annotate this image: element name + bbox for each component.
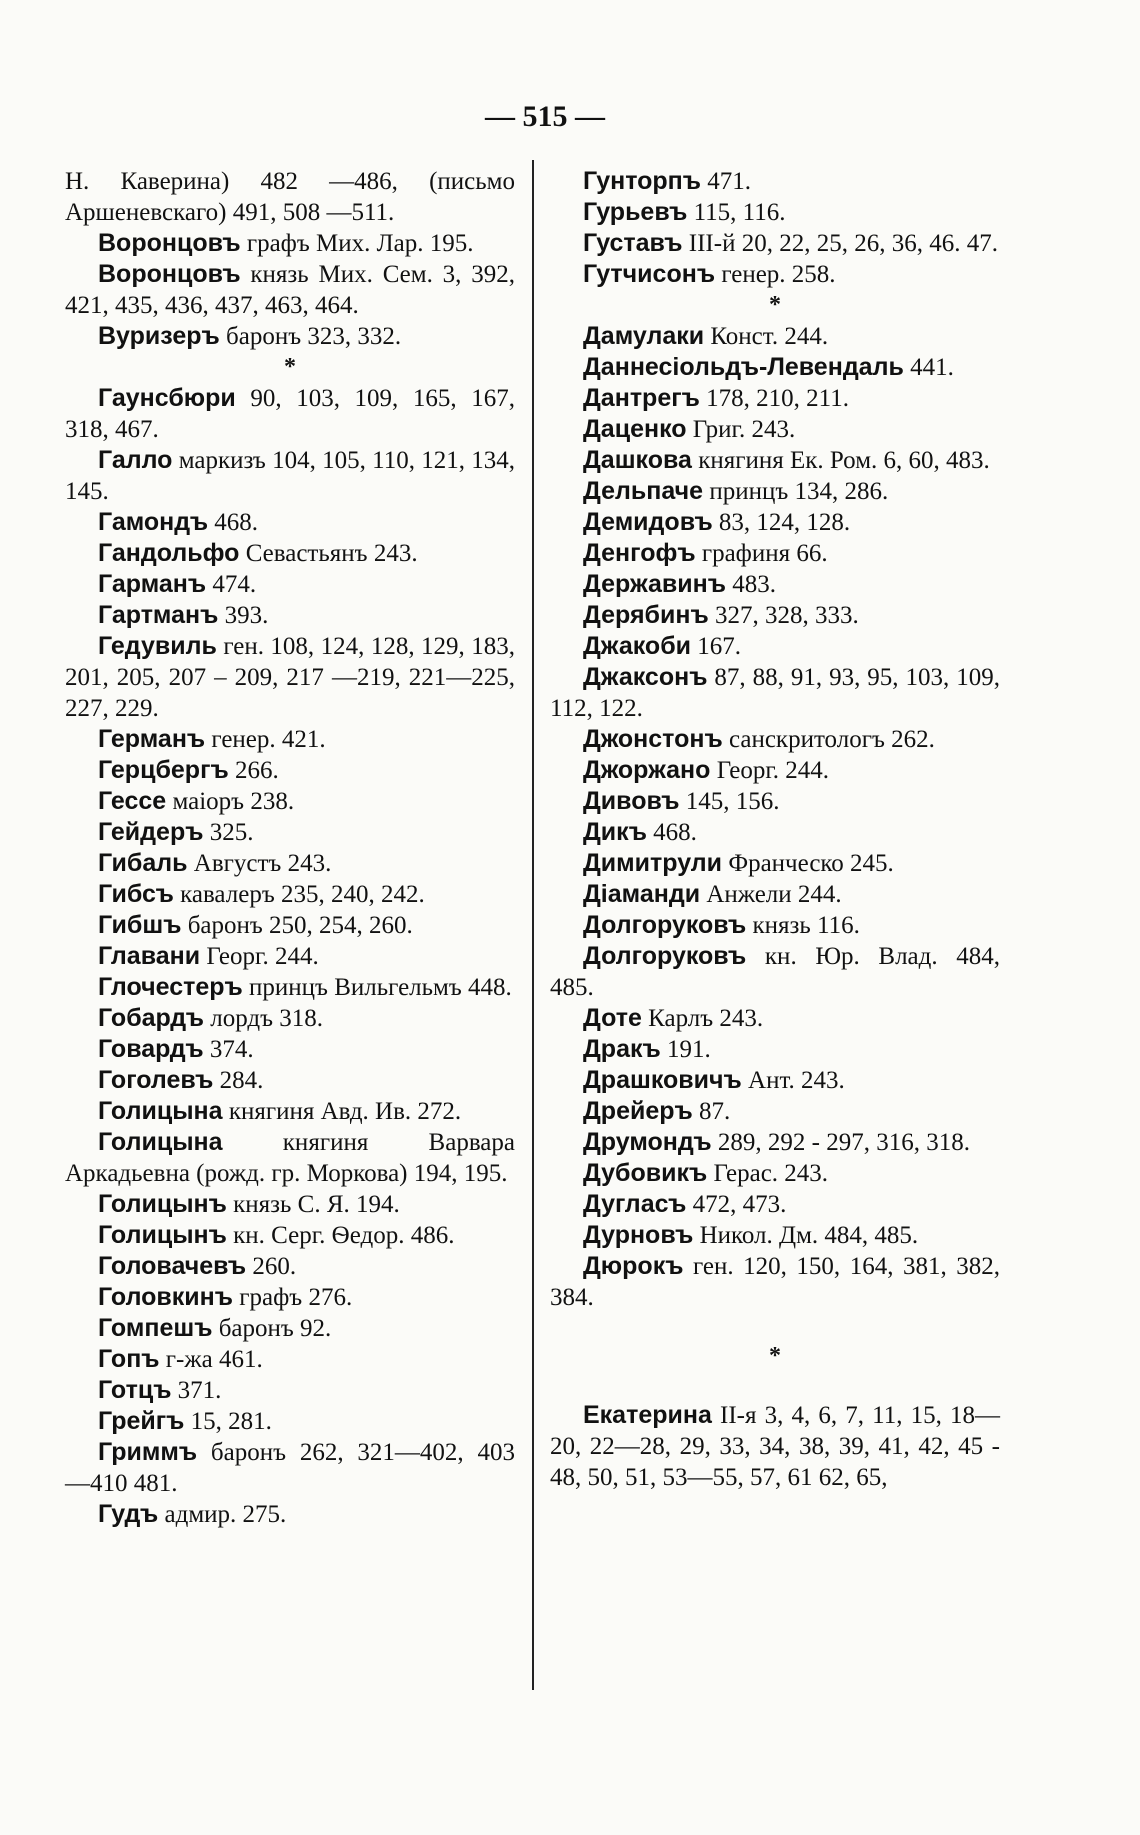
index-entry: [65, 1437, 515, 1499]
index-entry: [65, 755, 515, 786]
entry-references: 393.: [218, 602, 269, 629]
entry-name: Дрейеръ: [583, 1097, 693, 1125]
entry-references: 87.: [692, 1098, 731, 1125]
entry-name: Грейгъ: [98, 1407, 185, 1435]
entry-references: 441.: [903, 354, 954, 381]
entry-name: Воронцовъ: [98, 229, 241, 257]
entry-references: 167.: [691, 633, 742, 660]
entry-name: Джонстонъ: [583, 725, 723, 753]
index-entry: [550, 817, 1000, 848]
index-entry: [65, 1344, 515, 1375]
index-entry: [65, 1189, 515, 1220]
index-entry: [65, 1003, 515, 1034]
index-entry: [550, 724, 1000, 755]
section-separator: *: [284, 354, 296, 380]
entry-name: Дивовъ: [583, 787, 680, 815]
entry-name: Демидовъ: [583, 508, 713, 536]
entry-references: кн. Серг. Ѳедор. 486.: [226, 1222, 455, 1249]
entry-name: Дельпаче: [583, 477, 704, 505]
index-entry: [550, 538, 1000, 569]
entry-references: г-жа 461.: [159, 1346, 263, 1373]
entry-name: Головачевъ: [98, 1252, 247, 1280]
index-entry: [65, 445, 515, 507]
entry-name: Гудъ: [98, 1500, 159, 1528]
index-entry: [550, 941, 1000, 1003]
entry-name: Гибсъ: [98, 880, 174, 908]
entry-references: Герас. 243.: [707, 1160, 829, 1187]
entry-name: Готцъ: [98, 1376, 172, 1404]
index-entry: [65, 848, 515, 879]
entry-references: 468.: [646, 819, 697, 846]
index-entry: [65, 910, 515, 941]
entry-name: Долгоруковъ: [583, 942, 747, 970]
entry-references: 15, 281.: [184, 1408, 272, 1435]
entry-name: Главани: [98, 942, 201, 970]
entry-name: Дамулаки: [583, 322, 705, 350]
index-entry: [65, 1127, 515, 1189]
entry-references: 115, 116.: [687, 199, 786, 226]
entry-name: Вуризеръ: [98, 322, 220, 350]
index-entry: [550, 662, 1000, 724]
entry-references: графъ 276.: [232, 1284, 353, 1311]
index-entry: [550, 848, 1000, 879]
entry-name: Дикъ: [583, 818, 647, 846]
entry-name: Густавъ: [583, 229, 683, 257]
entry-references: Ант. 243.: [741, 1067, 845, 1094]
entry-references: княгиня Ек. Ром. 6, 60, 483.: [691, 447, 990, 474]
index-entry: [65, 228, 515, 259]
entry-name: Джаксонъ: [583, 663, 708, 691]
entry-references: принцъ Вильгельмъ 448.: [242, 974, 512, 1001]
entry-references: князь С. Я. 194.: [226, 1191, 400, 1218]
entry-name: Гибшъ: [98, 911, 182, 939]
entry-references: 471.: [701, 168, 752, 195]
entry-name: Екатерина: [583, 1401, 712, 1429]
index-entry: [550, 228, 1000, 259]
entry-references: Никол. Дм. 484, 485.: [693, 1222, 919, 1249]
entry-references: 83, 124, 128.: [712, 509, 851, 536]
index-entry: [550, 600, 1000, 631]
entry-references: кн. Юр. Влад. 484, 485.: [550, 943, 1000, 1001]
index-entry: [65, 817, 515, 848]
entry-references: 374.: [203, 1036, 254, 1063]
entry-name: Гамондъ: [98, 508, 209, 536]
index-entry: [550, 786, 1000, 817]
entry-references: кавалеръ 235, 240, 242.: [173, 881, 425, 908]
index-entry: [65, 1499, 515, 1530]
entry-references: Севастьянъ 243.: [239, 540, 418, 567]
entry-references: 468.: [208, 509, 259, 536]
index-entry: [65, 1313, 515, 1344]
entry-references: Анжели 244.: [700, 881, 842, 908]
index-entry: [550, 445, 1000, 476]
entry-references: маіоръ 238.: [166, 788, 295, 815]
index-entry: [550, 1034, 1000, 1065]
index-entry: [65, 1065, 515, 1096]
entry-references: баронъ 92.: [212, 1315, 332, 1342]
index-entry: [550, 1003, 1000, 1034]
index-entry: [550, 1220, 1000, 1251]
entry-name: Дубовикъ: [583, 1159, 708, 1187]
entry-references: 266.: [228, 757, 279, 784]
entry-references: Н. Каверина) 482 —486, (письмо Аршеневскаго) 491, 508 —511.: [65, 168, 515, 226]
index-entry: [65, 879, 515, 910]
entry-name: Драшковичъ: [583, 1066, 742, 1094]
entry-name: Гомпешъ: [98, 1314, 213, 1342]
entry-references: 474.: [206, 571, 257, 598]
index-entry: [65, 1251, 515, 1282]
index-entry: [65, 1406, 515, 1437]
entry-references: 260.: [246, 1253, 297, 1280]
entry-references: II-я 3, 4, 6, 7, 11, 15, 18—20, 22—28, 29, 33, 34, 38, 39, 41, 42, 45 - 48, 50, 51, 53—55, 57, 61 62, 65,: [550, 1402, 1000, 1491]
entry-references: Георг. 244.: [200, 943, 319, 970]
entry-name: Гедувиль: [98, 632, 217, 660]
entry-name: Друмондъ: [583, 1128, 712, 1156]
index-entry: [550, 1189, 1000, 1220]
entry-references: 145, 156.: [679, 788, 780, 815]
entry-name: Гарманъ: [98, 570, 207, 598]
entry-references: Франческо 245.: [722, 850, 894, 877]
entry-name: Дюрокъ: [583, 1252, 684, 1280]
entry-name: Говардъ: [98, 1035, 204, 1063]
entry-name: Голицынъ: [98, 1221, 227, 1249]
entry-references: генер. 421.: [205, 726, 326, 753]
index-entry: [65, 538, 515, 569]
section-separator: *: [769, 292, 781, 318]
entry-name: Гопъ: [98, 1345, 160, 1373]
entry-name: Дерябинъ: [583, 601, 709, 629]
index-entry: [550, 259, 1000, 290]
entry-references: Григ. 243.: [686, 416, 796, 443]
index-entry: [65, 600, 515, 631]
entry-name: Димитрули: [583, 849, 723, 877]
entry-references: князь 116.: [746, 912, 860, 939]
entry-name: Гандольфо: [98, 539, 240, 567]
entry-name: Гибаль: [98, 849, 188, 877]
index-entry: [550, 352, 1000, 383]
entry-references: баронъ 262, 321—402, 403 —410 481.: [65, 1439, 515, 1497]
index-entry: [65, 321, 515, 352]
entry-name: Даценко: [583, 415, 687, 443]
entry-name: Гутчисонъ: [583, 260, 716, 288]
index-entry: [65, 259, 515, 321]
entry-references: 191.: [660, 1036, 711, 1063]
index-entry: [550, 1400, 1000, 1493]
entry-name: Дiаманди: [583, 880, 701, 908]
section-gap: [550, 1372, 1000, 1400]
entry-references: санскритологъ 262.: [722, 726, 935, 753]
index-entry: [65, 1096, 515, 1127]
index-entry: [65, 569, 515, 600]
entry-name: Денгофъ: [583, 539, 696, 567]
entry-references: княгиня Авд. Ив. 272.: [222, 1098, 462, 1125]
entry-name: Герцбергъ: [98, 756, 229, 784]
entry-references: баронъ 323, 332.: [219, 323, 402, 350]
entry-references: Конст. 244.: [704, 323, 829, 350]
entry-name: Гобардъ: [98, 1004, 204, 1032]
index-entry: [550, 507, 1000, 538]
entry-name: Гоголевъ: [98, 1066, 214, 1094]
index-entry: [65, 1282, 515, 1313]
entry-references: Карлъ 243.: [641, 1005, 764, 1032]
column-divider: [532, 160, 534, 1690]
right-index-column: [550, 166, 1000, 1493]
index-entry: [550, 197, 1000, 228]
entry-references: адмир. 275.: [158, 1501, 287, 1528]
entry-name: Дантрегъ: [583, 384, 700, 412]
entry-name: Дашкова: [583, 446, 692, 474]
section-gap: [550, 1313, 1000, 1341]
index-entry: [65, 1220, 515, 1251]
index-entry: [65, 383, 515, 445]
left-index-column: [65, 166, 515, 1530]
index-entry: [550, 383, 1000, 414]
entry-references: ген. 108, 124, 128, 129, 183, 201, 205, 207 – 209, 217 —219, 221—225, 227, 229.: [65, 633, 515, 722]
entry-name: Гурьевъ: [583, 198, 688, 226]
entry-references: лордъ 318.: [203, 1005, 324, 1032]
entry-references: маркизъ 104, 105, 110, 121, 134, 145.: [65, 447, 515, 505]
entry-name: Гартманъ: [98, 601, 219, 629]
entry-name: Гаунсбюри: [98, 384, 236, 412]
entry-name: Голицына: [98, 1128, 223, 1156]
index-entry: [550, 1251, 1000, 1313]
page-number: — 515 —: [485, 100, 605, 133]
entry-name: Гунторпъ: [583, 167, 702, 195]
index-entry: [65, 724, 515, 755]
entry-references: генер. 258.: [715, 261, 836, 288]
entry-name: Дугласъ: [583, 1190, 687, 1218]
index-entry: [550, 569, 1000, 600]
entry-name: Голицына: [98, 1097, 223, 1125]
index-entry: [550, 476, 1000, 507]
entry-name: Гессе: [98, 787, 167, 815]
entry-references: 325.: [203, 819, 254, 846]
index-entry: [65, 786, 515, 817]
index-entry: [550, 879, 1000, 910]
entry-name: Германъ: [98, 725, 206, 753]
entry-name: Гейдеръ: [98, 818, 204, 846]
entry-references: 327, 328, 333.: [708, 602, 859, 629]
index-entry: [65, 941, 515, 972]
entry-references: 289, 292 - 297, 316, 318.: [711, 1129, 970, 1156]
entry-references: III-й 20, 22, 25, 26, 36, 46. 47.: [682, 230, 998, 257]
index-entry: [65, 631, 515, 724]
entry-name: Галло: [98, 446, 173, 474]
entry-references: 87, 88, 91, 93, 95, 103, 109, 112, 122.: [550, 664, 1000, 722]
entry-references: баронъ 250, 254, 260.: [181, 912, 413, 939]
entry-name: Глочестеръ: [98, 973, 243, 1001]
entry-name: Гриммъ: [98, 1438, 198, 1466]
entry-name: Головкинъ: [98, 1283, 233, 1311]
entry-references: ген. 120, 150, 164, 381, 382, 384.: [550, 1253, 1000, 1311]
index-entry: [550, 910, 1000, 941]
entry-name: Дурновъ: [583, 1221, 694, 1249]
entry-references: Георг. 244.: [710, 757, 830, 784]
entry-name: Джоржано: [583, 756, 711, 784]
entry-references: графиня 66.: [695, 540, 828, 567]
index-entry: [550, 166, 1000, 197]
entry-name: Даннесiольдъ-Левендаль: [583, 353, 904, 381]
entry-name: Голицынъ: [98, 1190, 227, 1218]
entry-references: 483.: [725, 571, 776, 598]
entry-references: 284.: [213, 1067, 264, 1094]
entry-references: 90, 103, 109, 165, 167, 318, 467.: [65, 385, 515, 443]
section-separator: *: [769, 1343, 781, 1369]
index-entry: [65, 972, 515, 1003]
entry-references: графъ Мих. Лар. 195.: [240, 230, 474, 257]
index-entry: [550, 1065, 1000, 1096]
entry-name: Джакоби: [583, 632, 692, 660]
entry-references: Августъ 243.: [187, 850, 332, 877]
index-entry: [550, 755, 1000, 786]
index-entry: [550, 631, 1000, 662]
entry-name: Державинъ: [583, 570, 726, 598]
index-entry: [550, 321, 1000, 352]
entry-references: принцъ 134, 286.: [703, 478, 889, 505]
entry-references: 371.: [171, 1377, 222, 1404]
entry-references: княгиня Варвара Аркадьевна (рожд. гр. Моркова) 194, 195.: [65, 1129, 515, 1187]
index-entry: [65, 1375, 515, 1406]
entry-name: Дракъ: [583, 1035, 661, 1063]
entry-references: 178, 210, 211.: [699, 385, 849, 412]
index-entry: [65, 1034, 515, 1065]
entry-name: Доте: [583, 1004, 642, 1032]
index-entry: [65, 166, 515, 228]
index-entry: [550, 414, 1000, 445]
entry-references: князь Мих. Сем. 3, 392, 421, 435, 436, 437, 463, 464.: [65, 261, 515, 319]
entry-references: 472, 473.: [686, 1191, 787, 1218]
index-entry: [550, 1096, 1000, 1127]
index-entry: [65, 507, 515, 538]
entry-name: Воронцовъ: [98, 260, 241, 288]
index-entry: [550, 1158, 1000, 1189]
entry-name: Долгоруковъ: [583, 911, 747, 939]
index-entry: [550, 1127, 1000, 1158]
